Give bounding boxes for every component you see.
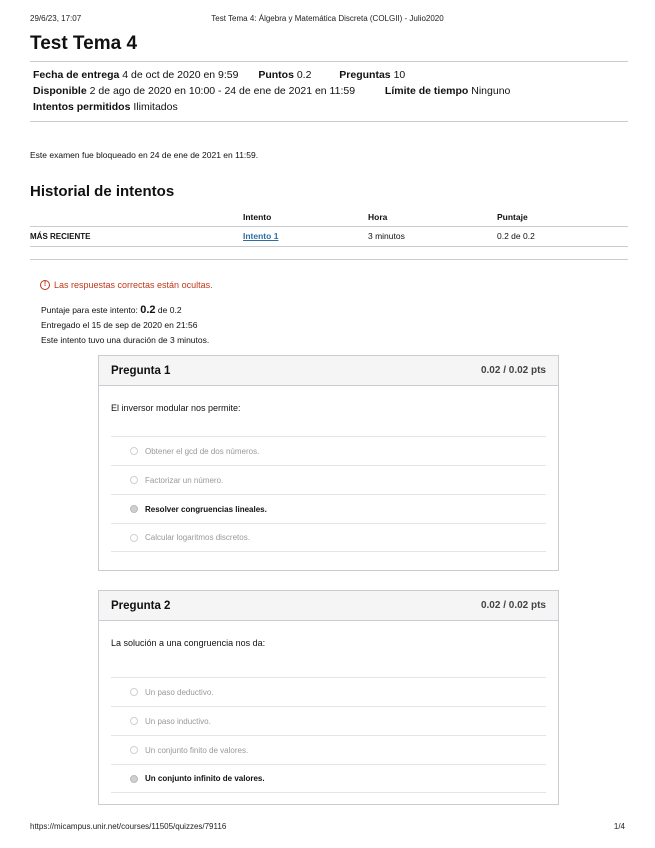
- attempts-value: Ilimitados: [133, 101, 178, 113]
- due-label: Fecha de entrega: [33, 69, 120, 81]
- attempt-history-table: [30, 208, 628, 247]
- answer-label: Factorizar un número.: [145, 475, 224, 485]
- question-text: El inversor modular nos permite:: [111, 403, 241, 413]
- attempt-duration: Este intento tuvo una duración de 3 minutos.: [41, 335, 210, 345]
- page-title: Test Tema 4: [30, 33, 138, 54]
- time-limit-value: Ninguno: [471, 85, 511, 97]
- divider: [30, 121, 628, 122]
- answer-options: [111, 436, 546, 552]
- question-header: [99, 356, 558, 386]
- page-number: 1/4: [613, 822, 625, 831]
- print-header: [30, 14, 625, 26]
- print-document-title: Test Tema 4: Álgebra y Matemática Discreta (COLGII) - Julio2020: [211, 14, 444, 23]
- table-row: [30, 226, 628, 246]
- answer-label: Obtener el gcd de dos números.: [145, 446, 260, 456]
- radio-button-selected[interactable]: [130, 775, 138, 783]
- page-url: https://micampus.unir.net/courses/11505/quizzes/79116: [30, 822, 227, 831]
- answers-hidden-text: Las respuestas correctas están ocultas.: [54, 280, 213, 290]
- radio-button[interactable]: [130, 476, 138, 484]
- attempt-history-title: Historial de intentos: [30, 183, 175, 200]
- question-points: 0.02 / 0.02 pts: [480, 365, 546, 376]
- attempt-cell: [243, 226, 368, 246]
- table-header-row: [30, 208, 628, 226]
- answer-option[interactable]: [111, 465, 546, 494]
- print-footer: [30, 822, 625, 831]
- column-header: Intento: [243, 208, 368, 226]
- locked-message: Este examen fue bloqueado en 24 de ene de 2021 en 11:59.: [30, 150, 259, 160]
- answer-option[interactable]: [111, 706, 546, 735]
- question-header: [99, 591, 558, 621]
- answers-hidden-notice: [40, 280, 213, 290]
- answer-option-selected[interactable]: [111, 494, 546, 523]
- question-card: [98, 590, 559, 805]
- answer-label: Resolver congruencias lineales.: [145, 504, 267, 514]
- answer-options: [111, 677, 546, 793]
- attempts-label: Intentos permitidos: [33, 101, 131, 113]
- time-limit-label: Límite de tiempo: [384, 85, 469, 97]
- radio-button[interactable]: [130, 746, 138, 754]
- radio-button[interactable]: [130, 717, 138, 725]
- answer-label: Un paso deductivo.: [145, 687, 214, 697]
- print-date: 29/6/23, 17:07: [30, 14, 82, 23]
- question-card: [98, 355, 559, 571]
- attempt-link[interactable]: Intento 1: [243, 231, 279, 241]
- attempt-score: [41, 304, 182, 316]
- info-icon: !: [40, 280, 50, 290]
- radio-button[interactable]: [130, 688, 138, 696]
- column-header: [30, 208, 243, 226]
- question-text: La solución a una congruencia nos da:: [111, 638, 266, 648]
- answer-option-selected[interactable]: [111, 764, 546, 793]
- points-value: 0.2: [296, 69, 312, 81]
- quiz-details-row-2: [33, 85, 510, 97]
- available-label: Disponible: [33, 85, 87, 97]
- divider: [30, 259, 628, 260]
- score-cell: 0.2 de 0.2: [497, 226, 628, 246]
- quiz-details-row-1: [33, 69, 405, 81]
- submitted-date: Entregado el 15 de sep de 2020 en 21:56: [41, 320, 198, 330]
- radio-button[interactable]: [130, 534, 138, 542]
- points-label: Puntos: [258, 69, 294, 81]
- answer-label: Un paso inductivo.: [145, 716, 211, 726]
- score-label: Puntaje para este intento:: [41, 305, 138, 315]
- answer-label: Calcular logaritmos discretos.: [145, 533, 250, 542]
- radio-button[interactable]: [130, 447, 138, 455]
- answer-option[interactable]: [111, 677, 546, 706]
- question-title: Pregunta 1: [111, 365, 171, 377]
- question-points: 0.02 / 0.02 pts: [480, 600, 546, 611]
- answer-option[interactable]: [111, 436, 546, 465]
- questions-label: Preguntas: [339, 69, 391, 81]
- column-header: Hora: [368, 208, 497, 226]
- divider: [30, 61, 628, 62]
- answer-option[interactable]: [111, 523, 546, 552]
- column-header: Puntaje: [497, 208, 628, 226]
- due-value: 4 de oct de 2020 en 9:59: [122, 69, 239, 81]
- score-total: de 0.2: [157, 305, 182, 315]
- available-value: 2 de ago de 2020 en 10:00 - 24 de ene de 2021 en 11:59: [89, 85, 356, 97]
- question-title: Pregunta 2: [111, 600, 171, 612]
- radio-button-selected[interactable]: [130, 505, 138, 513]
- answer-option[interactable]: [111, 735, 546, 764]
- questions-value: 10: [393, 69, 406, 81]
- time-cell: 3 minutos: [368, 226, 497, 246]
- answer-label: Un conjunto infinito de valores.: [145, 774, 265, 783]
- quiz-details-row-3: [33, 101, 178, 113]
- row-label: MÁS RECIENTE: [30, 226, 243, 246]
- score-value: 0.2: [140, 304, 156, 316]
- answer-label: Un conjunto finito de valores.: [145, 745, 249, 755]
